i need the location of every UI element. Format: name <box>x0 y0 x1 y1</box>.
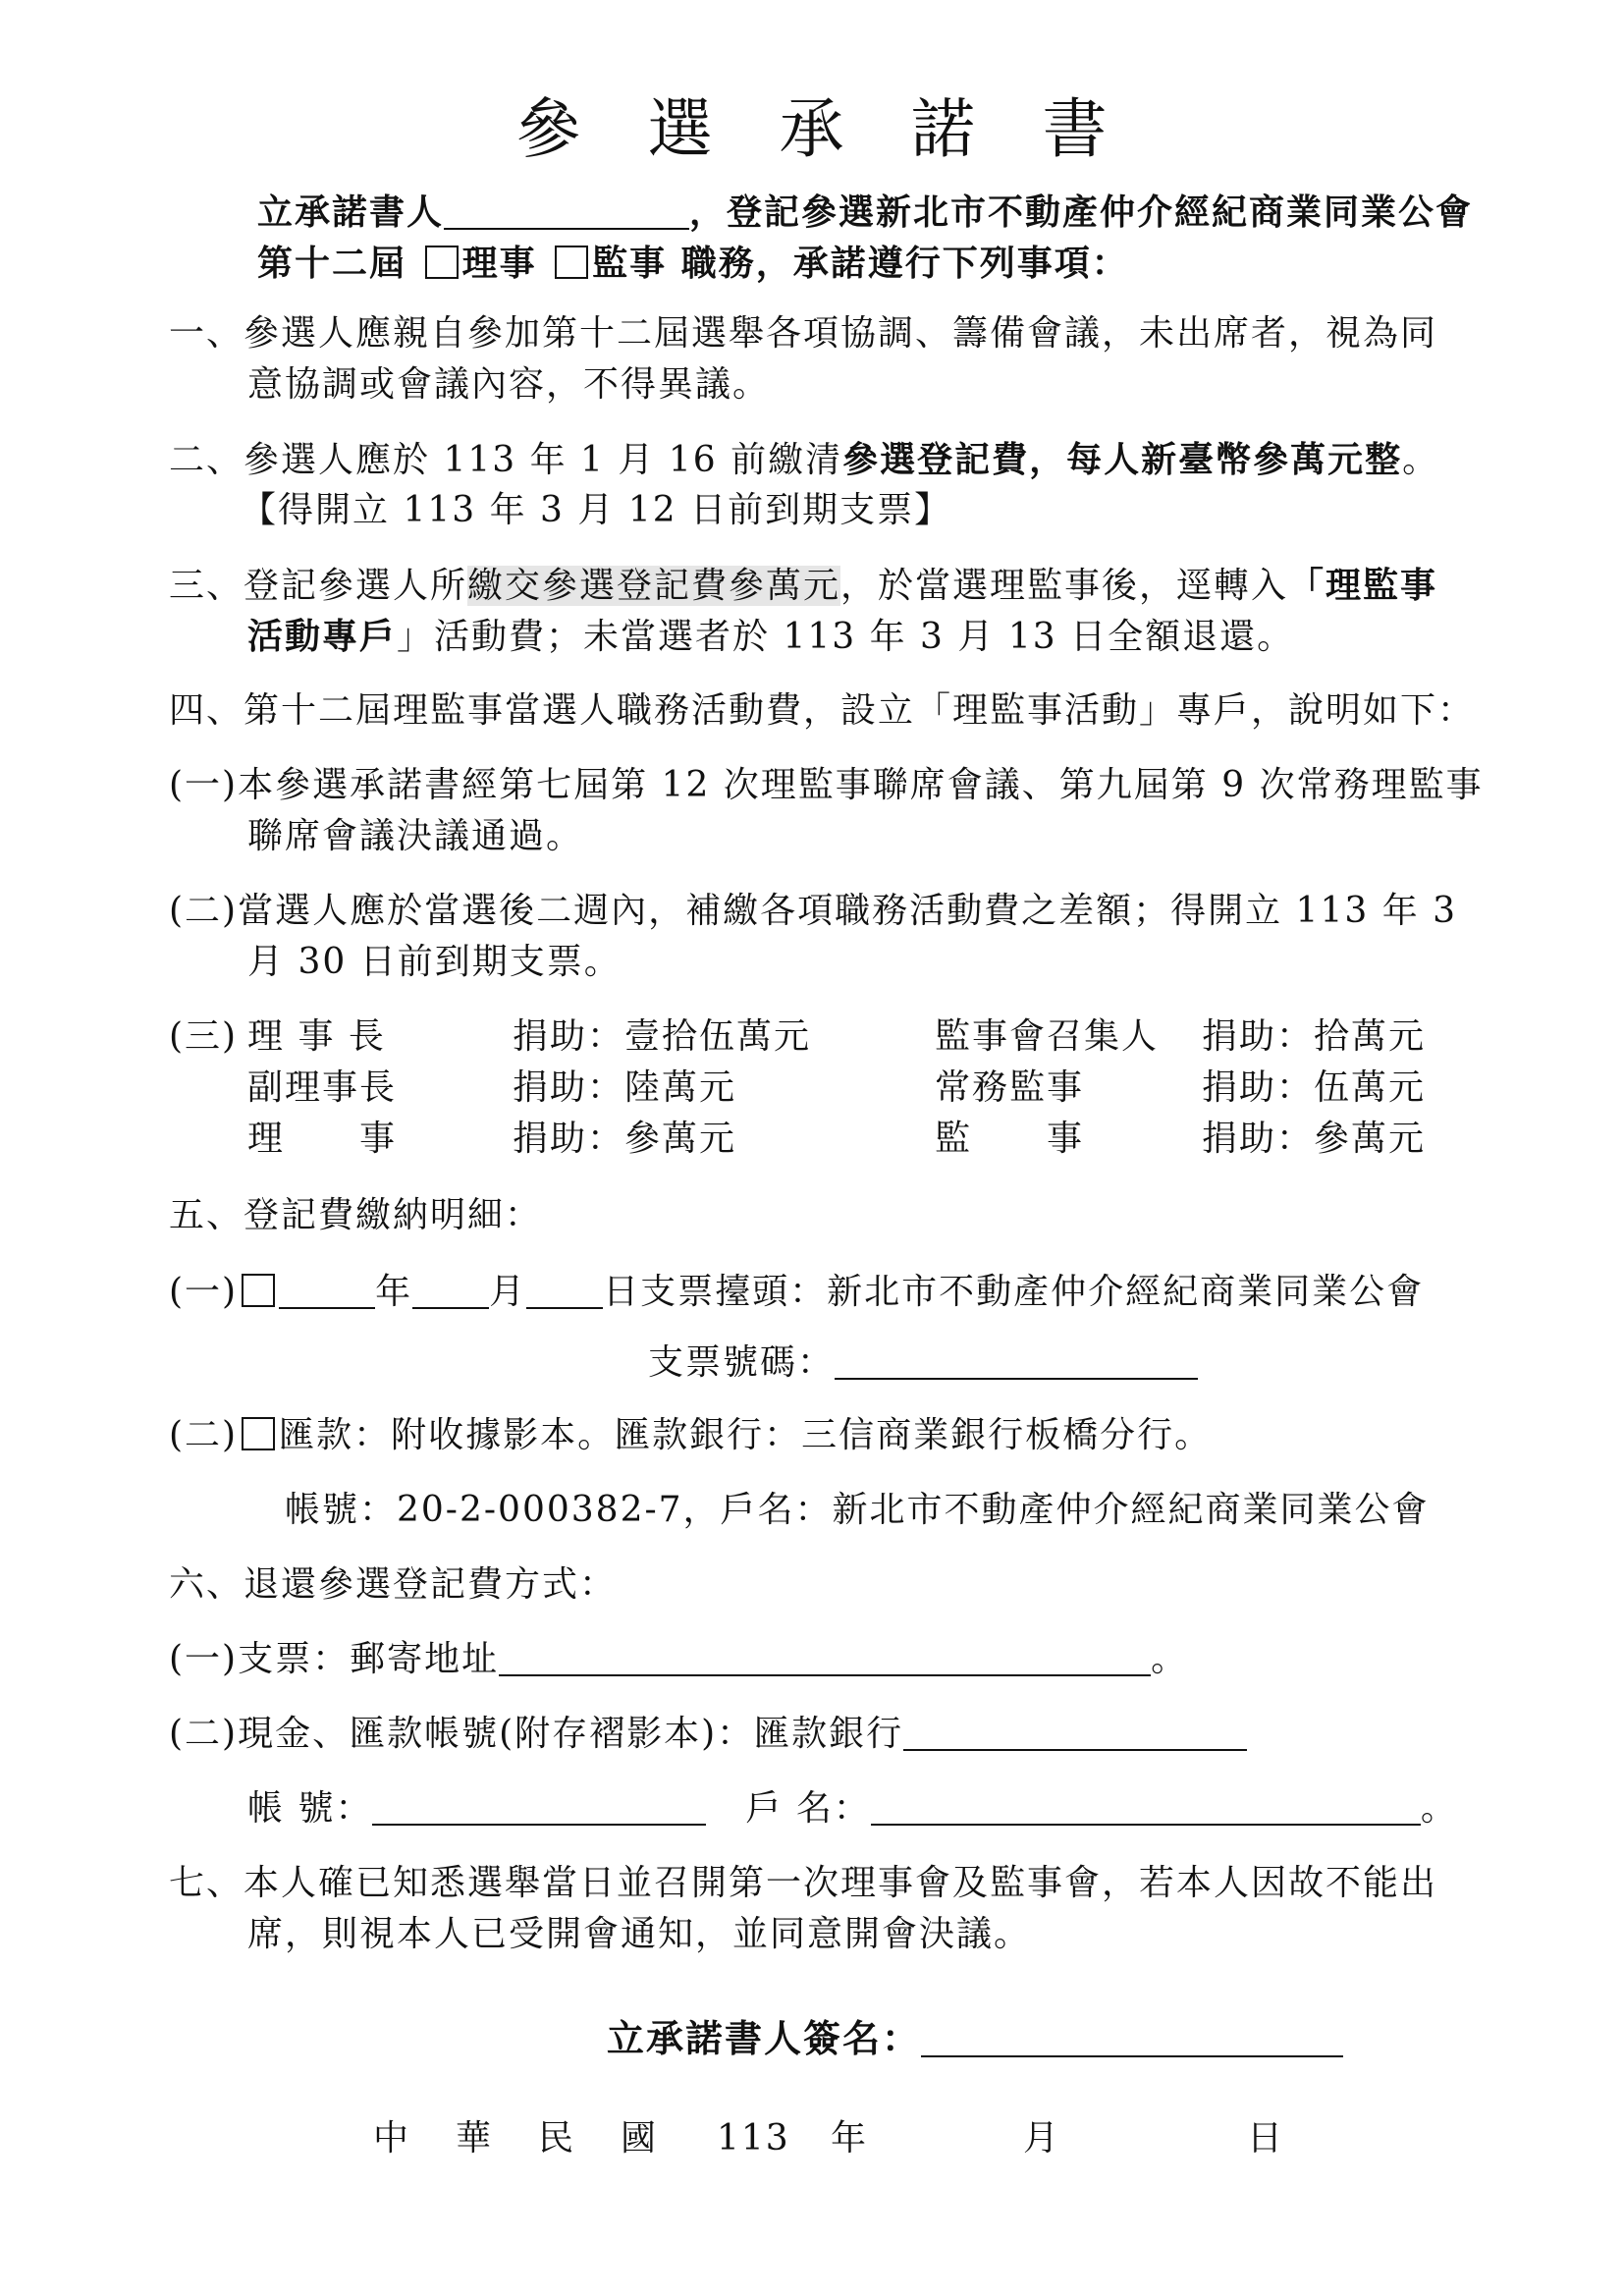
section-7-line-1: 七、本人確已知悉選舉當日並召開第一次理事會及監事會，若本人因故不能出 <box>169 1863 1438 1903</box>
section-4-item-2-line-2: 月 30 日前到期支票。 <box>247 942 622 982</box>
refund-account-line <box>247 1783 1458 1834</box>
section-2-line-2: 【得開立 113 年 3 月 12 日前到期支票】 <box>241 490 952 530</box>
signature-line <box>607 2013 1343 2064</box>
section-2-period: 。 <box>1402 440 1440 480</box>
section-6-item-1 <box>169 1634 1188 1685</box>
activity-account-emphasis-b: 活動專戶 <box>247 616 398 657</box>
donation-role-2: 監 事 <box>935 1119 1085 1159</box>
date-era: 中 華 民 國 <box>373 2118 663 2159</box>
section-4-item-2-line-1: (二)當選人應於當選後二週內，補繳各項職務活動費之差額；得開立 113 年 3 <box>169 891 1458 931</box>
donation-role-2: 常務監事 <box>935 1067 1085 1108</box>
donation-amount: 捐助：陸萬元 <box>513 1067 737 1108</box>
section-4-item-1-line-1: (一)本參選承諾書經第七屆第 12 次理監事聯席會議、第九屆第 9 次常務理監事 <box>169 765 1484 805</box>
date-day-label: 日 <box>1247 2118 1285 2159</box>
term-label: 第十二屆 <box>257 243 407 284</box>
supervisor-option-label: 監事 <box>592 243 668 284</box>
cheque-checkbox[interactable] <box>242 1274 275 1307</box>
section-1-line-2: 意協調或會議內容，不得異議。 <box>247 364 771 405</box>
cheque-number-label: 支票號碼： <box>648 1342 836 1383</box>
section-5-item-1-prefix: (一) <box>169 1272 239 1312</box>
intro-line-1 <box>257 187 1473 238</box>
section-3-refund-text: 」活動費；未當選者於 113 年 3 月 13 日全額退還。 <box>397 617 1295 657</box>
donation-amount: 捐助：參萬元 <box>513 1119 737 1159</box>
section-4-item-1-line-2: 聯席會議決議通過。 <box>247 816 584 856</box>
mailing-address-blank[interactable] <box>499 1635 1151 1676</box>
donation-role-2: 監事會召集人 <box>935 1016 1160 1057</box>
donation-role: 副理事長 <box>247 1067 398 1108</box>
date-year-value: 113 <box>717 2118 790 2159</box>
section-3-line-2 <box>247 611 1294 663</box>
section-5-item-2 <box>169 1410 1212 1461</box>
section-5-item-2-prefix: (二) <box>169 1415 239 1455</box>
donation-amount: 捐助：壹拾伍萬元 <box>513 1016 812 1057</box>
section-4-heading: 四、第十二屆理監事當選人職務活動費，設立「理監事活動」專戶，說明如下： <box>169 690 1476 731</box>
refund-name-blank[interactable] <box>871 1784 1421 1826</box>
date-year-label: 年 <box>831 2118 869 2159</box>
signature-label: 立承諾書人簽名： <box>607 2016 922 2060</box>
refund-bank-label: (二)現金、匯款帳號(附存褶影本)：匯款銀行 <box>169 1714 904 1754</box>
signer-name-blank[interactable] <box>444 189 689 230</box>
refund-bank-blank[interactable] <box>903 1710 1247 1751</box>
month-label: 月 <box>489 1272 527 1312</box>
cheque-day-blank[interactable] <box>526 1268 603 1309</box>
donation-amount-2: 捐助：參萬元 <box>1202 1119 1427 1159</box>
section-4-item-3-prefix: (三) <box>169 1016 239 1057</box>
cheque-number-blank[interactable] <box>835 1339 1198 1380</box>
year-label: 年 <box>375 1272 413 1312</box>
document-title: 參選承諾書 <box>515 91 1174 167</box>
section-3-highlight: 繳交參選登記費參萬元 <box>467 566 841 606</box>
supervisor-checkbox[interactable] <box>555 246 588 279</box>
remittance-checkbox[interactable] <box>242 1417 275 1450</box>
registration-fee-emphasis: 參選登記費，每人新臺幣參萬元整 <box>842 439 1403 480</box>
section-6-item-2-end: 。 <box>1420 1788 1458 1829</box>
donation-role: 理 事 <box>247 1119 398 1159</box>
activity-account-emphasis-a: 「理監事 <box>1288 565 1438 606</box>
date-month-label: 月 <box>1023 2118 1061 2159</box>
signature-blank[interactable] <box>921 2016 1343 2057</box>
section-3-text-c: ，於當選理監事後，逕轉入 <box>840 566 1289 606</box>
section-6-heading: 六、退還參選登記費方式： <box>169 1564 618 1605</box>
association-account-line: 帳號：20-2-000382-7，戶名：新北市不動產仲介經紀商業同業公會 <box>285 1490 1430 1530</box>
section-6-item-2 <box>169 1709 1247 1760</box>
section-3-text-a: 三、登記參選人所 <box>169 566 468 606</box>
section-7-line-2: 席，則視本人已受開會通知，並同意開會決議。 <box>247 1914 1032 1954</box>
section-6-item-1-end: 。 <box>1151 1639 1189 1679</box>
cheque-year-blank[interactable] <box>279 1268 375 1309</box>
section-3-line-1 <box>169 560 1437 612</box>
director-checkbox[interactable] <box>425 246 459 279</box>
remittance-text: 匯款：附收據影本。匯款銀行：三信商業銀行板橋分行。 <box>279 1415 1213 1455</box>
donation-role: 理 事 長 <box>247 1016 386 1057</box>
cheque-number-line <box>648 1338 1198 1389</box>
intro-registration-text: ，登記參選新北市不動產仲介經紀商業同業公會 <box>689 191 1474 233</box>
refund-account-label: 帳 號： <box>247 1788 373 1829</box>
refund-name-label: 戶 名： <box>745 1788 871 1829</box>
cheque-month-blank[interactable] <box>412 1268 489 1309</box>
donation-amount-2: 捐助：伍萬元 <box>1202 1067 1427 1108</box>
intro-line-2 <box>257 238 1129 289</box>
director-option-label: 理事 <box>461 243 537 284</box>
section-5-item-1 <box>169 1267 1424 1318</box>
signer-label: 立承諾書人 <box>257 191 445 233</box>
refund-account-blank[interactable] <box>372 1784 706 1826</box>
section-5-heading: 五、登記費繳納明細： <box>169 1195 543 1235</box>
mailing-address-label: (一)支票：郵寄地址 <box>169 1639 500 1679</box>
intro-duty-text: 職務，承諾遵行下列事項： <box>680 243 1129 284</box>
section-2-line-1 <box>169 434 1439 486</box>
cheque-payee-text: 日支票擡頭：新北市不動產仲介經紀商業同業公會 <box>603 1272 1425 1312</box>
section-2-text: 二、參選人應於 113 年 1 月 16 前繳清 <box>169 440 843 480</box>
donation-amount-2: 捐助：拾萬元 <box>1202 1016 1427 1057</box>
section-1-line-1: 一、參選人應親自參加第十二屆選舉各項協調、籌備會議，未出席者，視為同 <box>169 313 1438 354</box>
